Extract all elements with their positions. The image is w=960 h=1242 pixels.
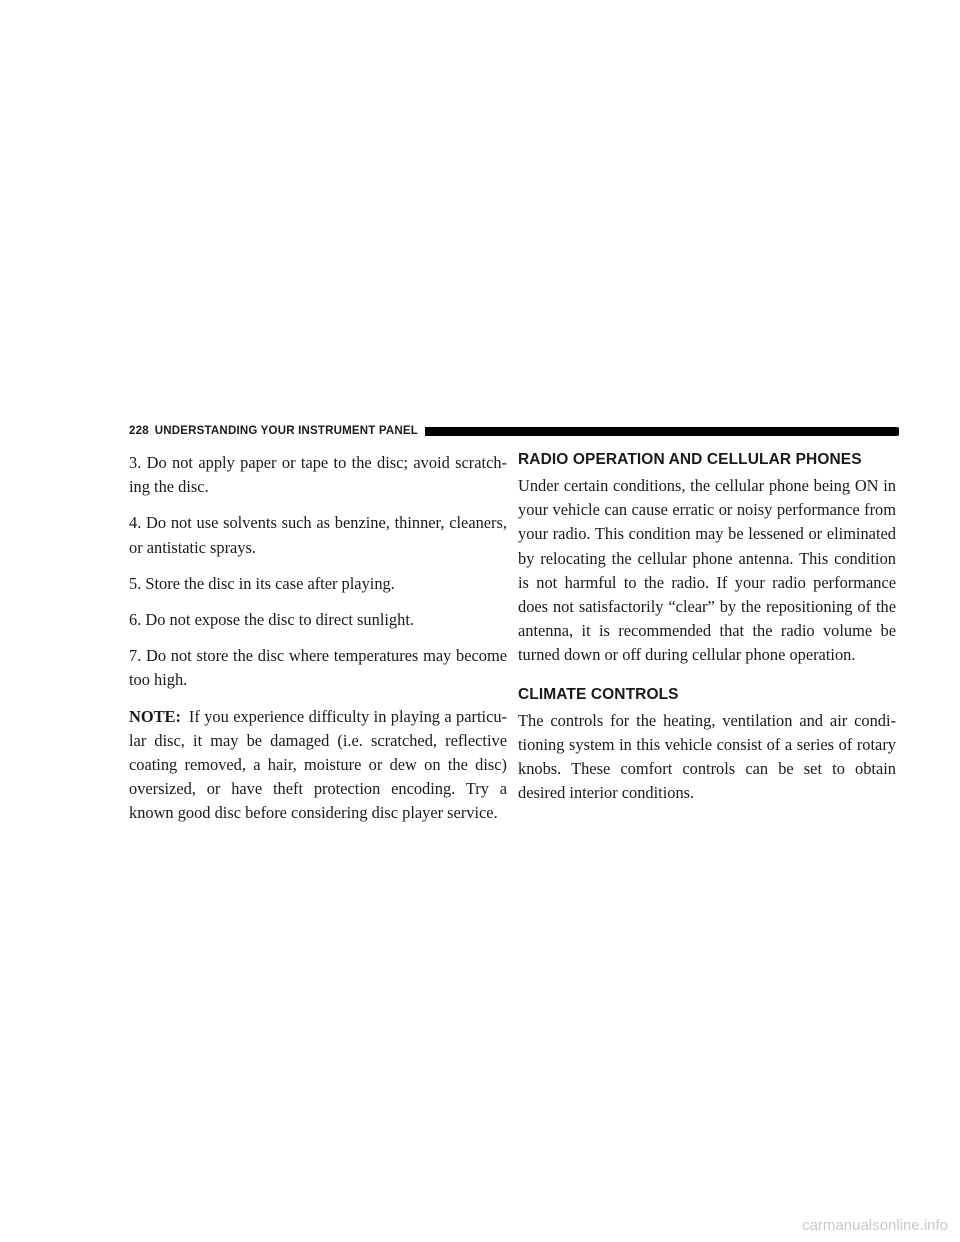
list-item: 7. Do not store the disc where temperatures may become too high. — [129, 646, 507, 690]
header-rule — [425, 427, 899, 436]
left-column — [129, 451, 507, 838]
section-heading-radio: RADIO OPERATION AND CELLULAR PHONES — [518, 451, 862, 468]
list-item: 5. Store the disc in its case after playing. — [129, 573, 395, 593]
note-text: If you experience difficulty in playing a particu-lar disc, it may be damaged (i.e. scratched, reflective coating removed, a hair, moisture or dew on the disc) oversized, or have theft protection encoding. Try a known good disc before considering disc player service. — [129, 706, 507, 823]
watermark: carmanualsonline.info — [802, 1217, 948, 1234]
note-paragraph — [129, 705, 507, 826]
section-title: UNDERSTANDING YOUR INSTRUMENT PANEL — [154, 425, 418, 437]
page-number: 228 — [129, 425, 149, 437]
list-item: 3. Do not apply paper or tape to the disc; avoid scratch-ing the disc. — [129, 453, 507, 497]
note-label: NOTE: — [129, 706, 181, 726]
right-column — [518, 451, 896, 817]
page-header — [129, 423, 899, 439]
list-item: 6. Do not expose the disc to direct sunlight. — [129, 610, 414, 630]
section-text-radio: Under certain conditions, the cellular phone being ON in your vehicle can cause erratic or noisy performance from your radio. This condition may be lessened or eliminated by relocating the cellular phone antenna. This condition is not harmful to the radio. If your radio performance does not satisfactorily “clear” by the repositioning of the antenna, it is recommended that the radio volume be turned down or off during cellular phone operation. — [518, 476, 896, 665]
list-item: 4. Do not use solvents such as benzine, thinner, cleaners, or antistatic sprays. — [129, 513, 507, 557]
section-heading-climate: CLIMATE CONTROLS — [518, 685, 679, 703]
section-text-climate: The controls for the heating, ventilation and air condi-tioning system in this vehicle consist of a series of rotary knobs. These comfort controls can be set to obtain desired interior conditions. — [518, 710, 896, 803]
